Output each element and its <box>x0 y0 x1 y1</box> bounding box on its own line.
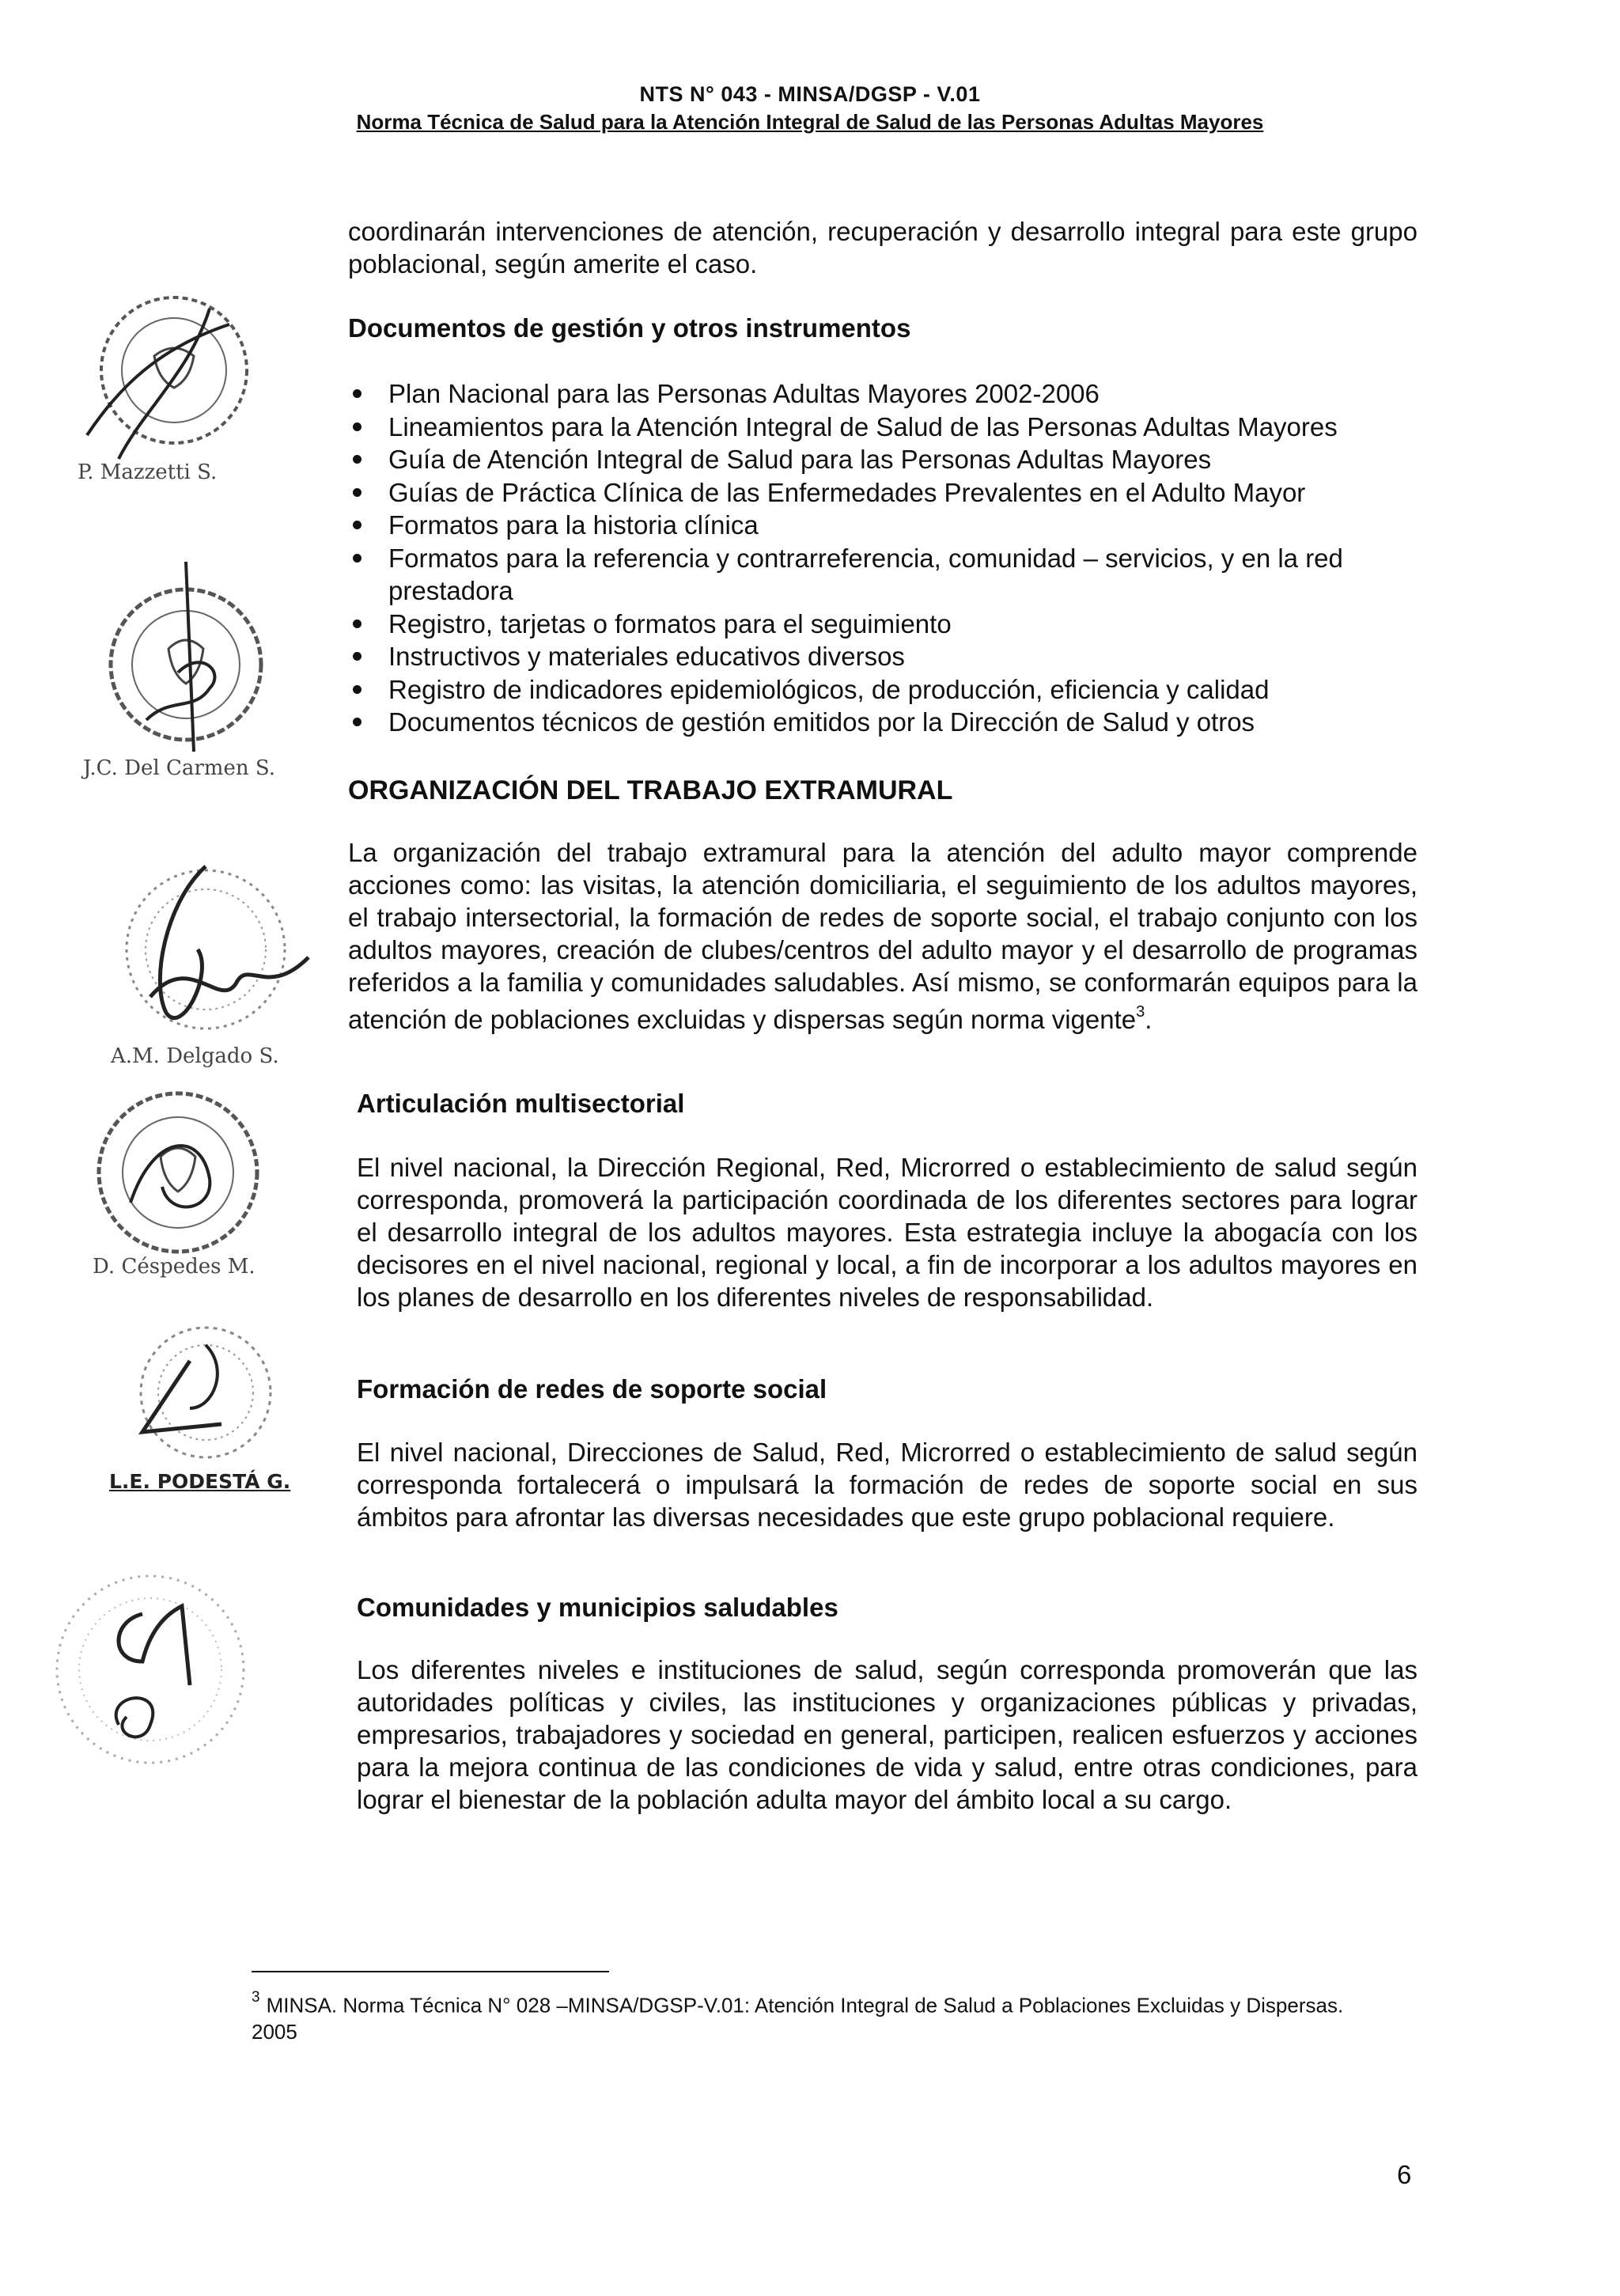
section-heading-networks: Formación de redes de soporte social <box>357 1374 827 1404</box>
signatory-name: A.M. Delgado S. <box>111 1044 279 1068</box>
section-heading-organization: ORGANIZACIÓN DEL TRABAJO EXTRAMURAL <box>348 775 953 805</box>
footnote-number: 3 <box>252 1989 260 2006</box>
list-item: Instructivos y materiales educativos diversos <box>348 640 1432 673</box>
list-item: Documentos técnicos de gestión emitidos por la Dirección de Salud y otros <box>348 706 1432 739</box>
footnote-reference: 3 <box>1136 1003 1145 1021</box>
signatory-name: D. Céspedes M. <box>93 1255 255 1279</box>
networks-paragraph: El nivel nacional, Direcciones de Salud, Red, Microrred o establecimiento de salud según corresponda fortalecerá o impulsará la formación de redes de soporte social en sus ámbitos para afrontar las diversas necesidades que este grupo poblacional requiere. <box>357 1438 1418 1532</box>
list-item: Guías de Práctica Clínica de las Enfermedades Prevalentes en el Adulto Mayor <box>348 476 1432 510</box>
seal-icon <box>75 1084 281 1266</box>
official-stamp-signature <box>75 554 281 791</box>
section-heading-communities: Comunidades y municipios saludables <box>357 1593 838 1622</box>
section-heading-articulation: Articulación multisectorial <box>357 1089 685 1118</box>
documents-list <box>348 377 1432 739</box>
intro-paragraph: coordinarán intervenciones de atención, recuperación y desarrollo integral para este grupo poblacional, según amerite el caso. <box>348 217 1418 278</box>
articulation-paragraph: El nivel nacional, la Dirección Regional, Red, Microrred o establecimiento de salud según corresponda, promoverá la participación coordinada de los diferentes sectores para lograr el desarrollo integral de los adultos mayores. Esta estrategia incluye la abogacía con los decisores en el nivel nacional, regional y local, a fin de incorporar a los adultos mayores en los planes de desarrollo en los diferentes niveles de responsabilidad. <box>357 1153 1418 1312</box>
section-heading-documents: Documentos de gestión y otros instrumentos <box>348 313 911 343</box>
signatory-name: P. Mazzetti S. <box>78 460 218 484</box>
footnote-text: MINSA. Norma Técnica N° 028 –MINSA/DGSP-V.01: Atención Integral de Salud a Poblaciones Excluidas y Dispersas. 2005 <box>252 1993 1344 2044</box>
official-stamp-signature <box>32 1567 269 1772</box>
signatory-name: L.E. PODESTÁ G. <box>109 1470 291 1493</box>
list-item: Lineamientos para la Atención Integral de Salud de las Personas Adultas Mayores <box>348 411 1432 444</box>
document-code: NTS N° 043 - MINSA/DGSP - V.01 <box>639 82 981 106</box>
document-header <box>0 82 1620 135</box>
seal-icon <box>32 1567 269 1772</box>
list-item: Formatos para la referencia y contrarreferencia, comunidad – servicios, y en la red prestadora <box>348 542 1432 608</box>
official-stamp-signature <box>87 1313 293 1511</box>
official-stamp-signature <box>71 277 261 498</box>
seal-icon <box>79 854 316 1052</box>
footnote-divider <box>252 1971 609 1972</box>
organization-period: . <box>1145 1005 1153 1034</box>
list-item: Formatos para la historia clínica <box>348 509 1432 542</box>
organization-text: La organización del trabajo extramural para la atención del adulto mayor comprende acciones como: las visitas, la atención domiciliaria, el seguimiento de los adultos mayores, el trabajo intersectorial, la formación de redes de soporte social, el trabajo conjunto con los adultos mayores, creación de clubes/centros del adulto mayor y el desarrollo de programas referidos a la familia y comunidades saludables. Así mismo, se conformarán equipos para la atención de poblaciones excluidas y dispersas según norma vigente <box>348 838 1418 1034</box>
list-item: Guía de Atención Integral de Salud para las Personas Adultas Mayores <box>348 443 1432 476</box>
official-stamp-signature <box>79 854 316 1084</box>
page-number: 6 <box>1397 2160 1412 2189</box>
communities-paragraph: Los diferentes niveles e instituciones de salud, según corresponda promoverán que las autoridades políticas y civiles, las instituciones y organizaciones públicas y privadas, empresarios, trabajadores y sociedad en general, participen, realicen esfuerzos y acciones para la mejora continua de las condiciones de vida y salud, entre otras condiciones, para lograr el bienestar de la población adulta mayor del ámbito local a su cargo. <box>357 1655 1418 1814</box>
seal-icon <box>71 277 261 467</box>
list-item: Registro de indicadores epidemiológicos, de producción, eficiencia y calidad <box>348 673 1432 707</box>
document-title: Norma Técnica de Salud para la Atención Integral de Salud de las Personas Adultas Mayores <box>356 110 1264 134</box>
seal-icon <box>87 1313 293 1480</box>
signatory-name: J.C. Del Carmen S. <box>83 756 276 780</box>
footnote <box>252 1987 1375 2045</box>
seal-icon <box>75 554 281 760</box>
organization-paragraph <box>348 836 1418 1036</box>
list-item: Registro, tarjetas o formatos para el seguimiento <box>348 608 1432 641</box>
list-item: Plan Nacional para las Personas Adultas Mayores 2002-2006 <box>348 377 1432 411</box>
official-stamp-signature <box>75 1084 281 1298</box>
